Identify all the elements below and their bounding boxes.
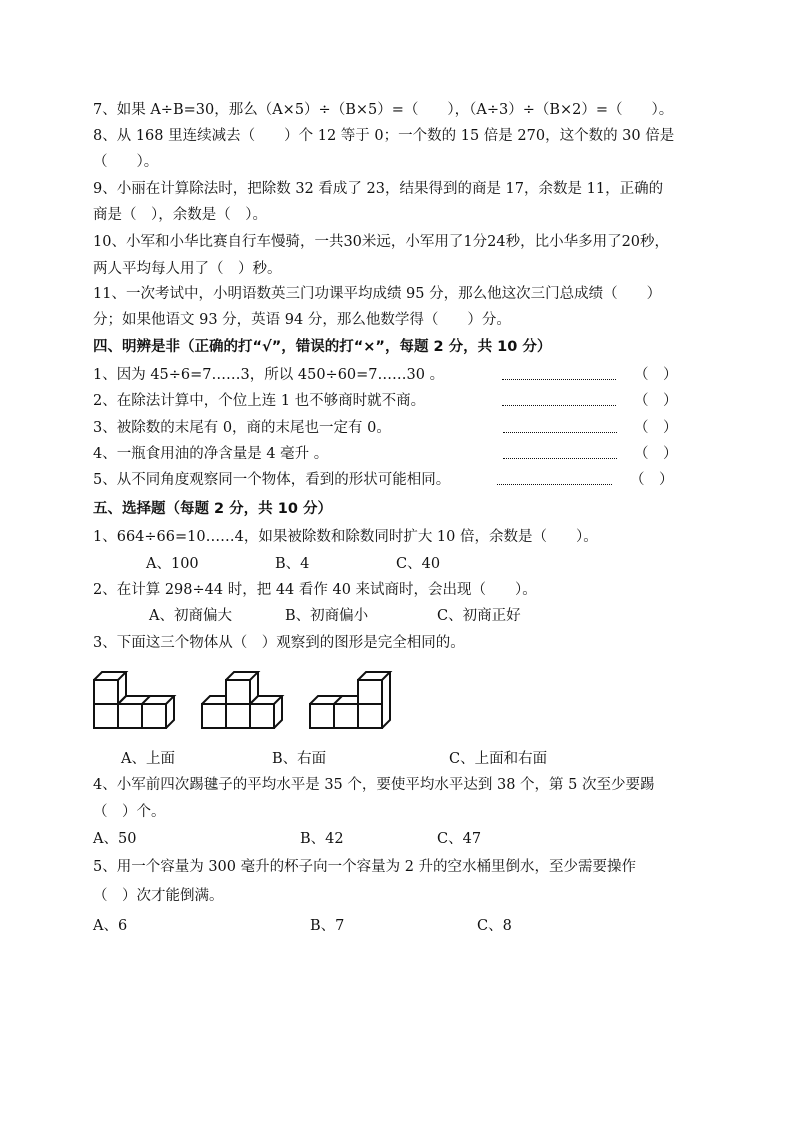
option-c: C、上面和右面	[449, 751, 548, 767]
option-a: A、50	[93, 831, 137, 847]
option-b: B、右面	[272, 751, 327, 767]
answer-paren: （ ）	[630, 472, 674, 488]
option-c: C、40	[396, 556, 441, 572]
tf-item-4: 4、一瓶食用油的净含量是 4 毫升 。	[93, 446, 329, 462]
option-c: C、47	[437, 831, 482, 847]
question-7: 7、如果 A÷B=30，那么（A×5）÷（B×5）=（ ），（A÷3）÷（B×2）=（ ）。	[93, 102, 674, 118]
choice-question-3: 3、下面这三个物体从（ ）观察到的图形是完全相同的。	[93, 635, 465, 651]
dotted-leader	[497, 484, 612, 485]
cube-object-2	[202, 672, 282, 728]
choice-question-4-line1: 4、小军前四次踢毽子的平均水平是 35 个，要使平均水平达到 38 个，第 5 次至少要踢	[93, 777, 655, 793]
section-5-heading: 五、选择题（每题 2 分，共 10 分）	[93, 501, 332, 517]
tf-item-3: 3、被除数的末尾有 0，商的末尾也一定有 0。	[93, 420, 391, 436]
option-a: A、100	[146, 556, 199, 572]
answer-paren: （ ）	[634, 446, 678, 462]
cube-figures	[90, 668, 410, 732]
tf-item-1: 1、因为 45÷6=7……3，所以 450÷60=7……30 。	[93, 367, 445, 383]
option-a: A、6	[93, 918, 128, 934]
choice-question-4-line2: （ ）个。	[93, 804, 166, 820]
question-8-line1: 8、从 168 里连续减去（ ）个 12 等于 0；一个数的 15 倍是 270，这个数的 30 倍是	[93, 128, 675, 144]
cube-object-3	[310, 672, 390, 728]
answer-paren: （ ）	[634, 420, 678, 436]
option-c: C、初商正好	[437, 608, 521, 624]
dotted-leader	[503, 458, 617, 459]
choice-question-2: 2、在计算 298÷44 时，把 44 看作 40 来试商时，会出现（ ）。	[93, 582, 537, 598]
question-9-line2: 商是（ ），余数是（ ）。	[93, 207, 267, 223]
cube-object-1	[94, 672, 174, 728]
option-a: A、初商偏大	[149, 608, 232, 624]
choice-question-5-line2: （ ）次才能倒满。	[93, 888, 224, 904]
option-c: C、8	[477, 918, 512, 934]
option-b: B、7	[310, 918, 345, 934]
question-9-line1: 9、小丽在计算除法时，把除数 32 看成了 23，结果得到的商是 17，余数是 11，正确的	[93, 181, 664, 197]
question-10-line2: 两人平均每人用了（ ）秒。	[93, 261, 282, 277]
option-b: B、42	[300, 831, 344, 847]
dotted-leader	[503, 432, 617, 433]
option-b: B、4	[275, 556, 310, 572]
question-11-line1: 11、一次考试中，小明语数英三门功课平均成绩 95 分，那么他这次三门总成绩（ ）	[93, 286, 662, 302]
answer-paren: （ ）	[634, 367, 678, 383]
choice-question-5-line1: 5、用一个容量为 300 毫升的杯子向一个容量为 2 升的空水桶里倒水，至少需要操作	[93, 859, 637, 875]
question-10-line1: 10、小军和小华比赛自行车慢骑，一共30米远，小军用了1分24秒，比小华多用了20秒，	[93, 234, 670, 250]
dotted-leader	[502, 405, 616, 406]
tf-item-2: 2、在除法计算中，个位上连 1 也不够商时就不商。	[93, 393, 426, 409]
tf-item-5: 5、从不同角度观察同一个物体，看到的形状可能相同。	[93, 472, 451, 488]
question-11-line2: 分；如果他语文 93 分，英语 94 分，那么他数学得（ ）分。	[93, 312, 511, 328]
question-8-line2: （ ）。	[93, 154, 159, 170]
option-a: A、上面	[121, 751, 175, 767]
option-b: B、初商偏小	[285, 608, 369, 624]
answer-paren: （ ）	[634, 393, 678, 409]
dotted-leader	[502, 379, 616, 380]
choice-question-1: 1、664÷66=10……4，如果被除数和除数同时扩大 10 倍，余数是（ ）。	[93, 529, 598, 545]
section-4-heading: 四、明辨是非（正确的打“√”，错误的打“×”，每题 2 分，共 10 分）	[93, 339, 552, 355]
